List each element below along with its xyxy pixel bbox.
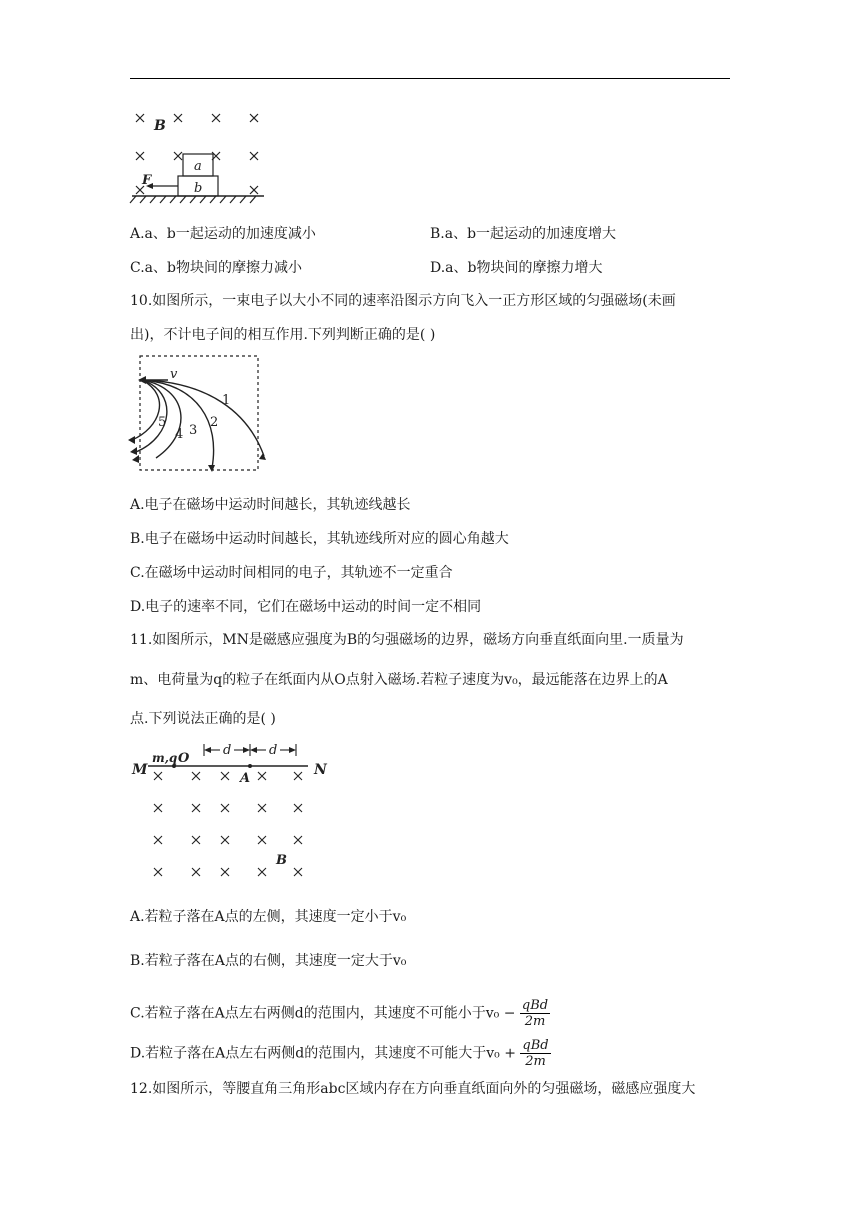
q9-label-a: a [194,159,202,174]
q10-option-c: C.在磁场中运动时间相同的电子，其轨迹不一定重合 [130,565,453,581]
q9-figure [128,108,268,208]
q11-stem-line3: 点.下列说法正确的是( ) [130,711,276,727]
q9-option-a: A.a、b一起运动的加速度减小 [130,226,316,242]
q11-option-c-frac-num: qBd [521,998,549,1013]
q10-stem-line2: 出)，不计电子间的相互作用.下列判断正确的是( ) [130,327,436,343]
q10-label-3: 3 [189,423,198,438]
q10-label-5: 5 [158,415,167,430]
q11-label-d2: d [269,743,278,758]
q11-stem-line1: 11.如图所示，MN是磁感应强度为B的匀强磁场的边界，磁场方向垂直纸面向里.一质量为 [130,632,684,648]
q10-label-2: 2 [210,415,219,430]
q11-label-M: M [132,762,148,778]
q11-option-d-frac-den: 2m [525,1054,546,1069]
q10-stem-line1: 10.如图所示，一束电子以大小不同的速率沿图示方向飞入一正方形区域的匀强磁场(未画 [130,293,676,309]
q11-label-B: B [276,853,287,868]
q11-label-d1: d [223,743,232,758]
q11-figure [128,738,338,886]
q11-option-b: B.若粒子落在A点的右侧，其速度一定大于v₀ [130,953,407,969]
q11-option-c [130,998,550,1029]
q9-option-c: C.a、b物块间的摩擦力减小 [130,260,302,276]
q10-label-1: 1 [222,393,231,408]
q10-figure [128,352,278,480]
q12-stem-line1: 12.如图所示，等腰直角三角形abc区域内存在方向垂直纸面向外的匀强磁场，磁感应强度大 [130,1081,696,1097]
q9-option-d: D.a、b物块间的摩擦力增大 [430,260,603,276]
q10-option-b: B.电子在磁场中运动时间越长，其轨迹线所对应的圆心角越大 [130,531,509,547]
q11-label-N: N [314,762,327,778]
q9-label-b: b [194,181,203,196]
q10-option-a: A.电子在磁场中运动时间越长，其轨迹线越长 [130,497,411,513]
q11-label-O: O [178,751,190,766]
q11-option-a: A.若粒子落在A点的左侧，其速度一定小于v₀ [130,909,407,925]
q11-label-A: A [240,771,251,786]
q11-option-c-fraction [520,998,550,1029]
q11-option-d-frac-num: qBd [522,1038,549,1053]
q11-stem-line2: m、电荷量为q的粒子在纸面内从O点射入磁场.若粒子速度为v₀，最远能落在边界上的A [130,672,668,688]
q9-label-B: B [154,118,166,134]
q10-option-d: D.电子的速率不同，它们在磁场中运动的时间一定不相同 [130,599,482,615]
q11-option-c-text: C.若粒子落在A点左右两侧d的范围内，其速度不可能小于v₀ − [130,1005,516,1022]
q9-option-b: B.a、b一起运动的加速度增大 [430,226,617,242]
q11-option-c-frac-den: 2m [524,1014,546,1029]
q11-option-d-text: D.若粒子落在A点左右两侧d的范围内，其速度不可能大于v₀ + [130,1045,516,1062]
q10-label-v: v [170,367,178,382]
q11-label-mq: m,q [152,751,178,765]
q11-option-d-fraction [520,1038,550,1069]
header-rule [130,78,730,79]
q9-label-F: F [142,173,152,188]
q10-label-4: 4 [175,427,184,442]
q11-option-d [130,1038,551,1069]
